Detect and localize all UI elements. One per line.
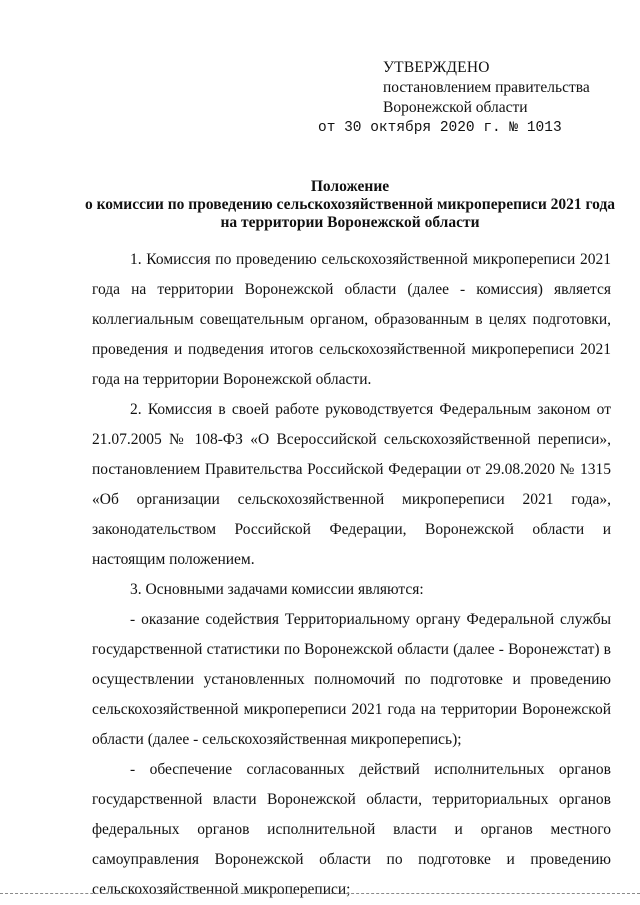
document-subtitle-line-1: о комиссии по проведению сельскохозяйственной микропереписи 2021 года bbox=[84, 196, 616, 213]
paragraph-2: 2. Комиссия в своей работе руководствуется Федеральным законом от 21.07.2005 № 108-ФЗ «О Всероссийской сельскохозяйственной переписи», постановлением Правительства Российской Федерации от 29.08.2020 № 1315 «Об организации сельскохозяйственной микропереписи 2021 года», законодательством Российской Федерации, Воронежской области и настоящим положением. bbox=[92, 401, 611, 568]
paragraph-3: 3. Основными задачами комиссии являются: bbox=[130, 581, 424, 598]
approval-line-2: Воронежской области bbox=[383, 99, 528, 116]
paragraph-5: - обеспечение согласованных действий исполнительных органов государственной власти Воронежской области, территориальных органов федеральных органов исполнительной власти и органов местного самоуправления Воронежской области по подготовке и проведению сельскохозяйственной микропереписи; bbox=[92, 761, 611, 898]
document-heading bbox=[70, 178, 630, 232]
decree-reference: от 30 октября 2020 г. № 1013 bbox=[318, 120, 562, 136]
document-title: Положение bbox=[310, 178, 390, 195]
page-bottom-rule bbox=[0, 893, 640, 894]
document-subtitle-line-2: на территории Воронежской области bbox=[220, 214, 480, 231]
approval-block bbox=[383, 58, 590, 118]
approval-title: УТВЕРЖДЕНО bbox=[383, 59, 490, 76]
paragraph-4: - оказание содействия Территориальному органу Федеральной службы государственной статистики по Воронежской области (далее - Воронежстат) в осуществлении установленных полномочий по подготовке и проведению сельскохозяйственной микропереписи 2021 года на территории Воронежской области (далее - сельскохозяйственная микроперепись); bbox=[92, 611, 611, 748]
approval-line-1: постановлением правительства bbox=[383, 79, 590, 96]
paragraph-1: 1. Комиссия по проведению сельскохозяйственной микропереписи 2021 года на территории Воронежской области (далее - комиссия) является коллегиальным совещательным органом, образованным в целях подготовки, проведения и подведения итогов сельскохозяйственной микропереписи 2021 года на территории Воронежской области. bbox=[92, 251, 611, 388]
document-body bbox=[92, 245, 611, 905]
